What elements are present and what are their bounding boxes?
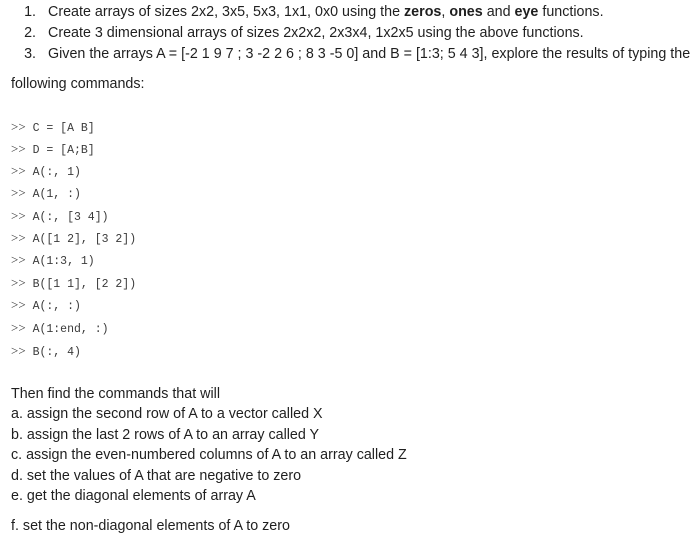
task-item-b: b. assign the last 2 rows of A to an array called Y [11, 427, 320, 443]
list-number: 1. [24, 4, 36, 20]
command-text: D = [A;B] [32, 144, 95, 157]
tasks-intro: Then find the commands that will [11, 386, 220, 402]
list-number: 3. [24, 46, 36, 62]
prompt: >> [11, 119, 26, 134]
command-line [11, 139, 95, 159]
command-text: A(:, 1) [32, 166, 81, 179]
command-line [11, 318, 109, 338]
task-item-e: e. get the diagonal elements of array A [11, 488, 256, 504]
prompt: >> [11, 252, 26, 267]
list-text: Given the arrays A = [-2 1 9 7 ; 3 -2 2 6 ; 8 3 -5 0] and B = [1:3; 5 4 3], explore the results of typing the [48, 46, 691, 62]
prompt: >> [11, 141, 26, 156]
prompt: >> [11, 230, 26, 245]
command-text: A(1, :) [32, 188, 81, 201]
command-text: B(:, 4) [32, 346, 81, 359]
task-item-d: d. set the values of A that are negative to zero [11, 468, 302, 484]
prompt: >> [11, 320, 26, 335]
command-text: C = [A B] [32, 122, 95, 135]
command-line [11, 161, 81, 181]
command-text: A(:, [3 4]) [32, 211, 109, 224]
command-text: B([1 1], [2 2]) [32, 278, 137, 291]
prompt: >> [11, 208, 26, 223]
command-text: A(1:3, 1) [32, 255, 95, 268]
list-text: Create 3 dimensional arrays of sizes 2x2x2, 2x3x4, 1x2x5 using the above functions. [48, 25, 584, 41]
command-line [11, 341, 81, 361]
command-line [11, 250, 95, 270]
keyword-ones: ones [449, 4, 483, 20]
command-line [11, 273, 136, 293]
prompt: >> [11, 163, 26, 178]
list-text: Create arrays of sizes 2x2, 3x5, 5x3, 1x1, 0x0 using the zeros, ones and eye functions. [48, 4, 604, 20]
prompt: >> [11, 185, 26, 200]
command-text: A(1:end, :) [32, 323, 109, 336]
task-item-a: a. assign the second row of A to a vector called X [11, 406, 323, 422]
command-line [11, 206, 109, 226]
list-number: 2. [24, 25, 36, 41]
keyword-eye: eye [514, 4, 539, 20]
command-line [11, 228, 136, 248]
command-text: A([1 2], [3 2]) [32, 233, 137, 246]
keyword-zeros: zeros [404, 4, 442, 20]
command-line [11, 117, 95, 137]
prompt: >> [11, 275, 26, 290]
command-text: A(:, :) [32, 300, 81, 313]
command-line [11, 295, 81, 315]
prompt: >> [11, 297, 26, 312]
prompt: >> [11, 343, 26, 358]
task-item-f: f. set the non-diagonal elements of A to zero [11, 518, 290, 534]
task-item-c: c. assign the even-numbered columns of A to an array called Z [11, 447, 407, 463]
command-line [11, 183, 81, 203]
list-item-3-continuation: following commands: [11, 76, 145, 92]
